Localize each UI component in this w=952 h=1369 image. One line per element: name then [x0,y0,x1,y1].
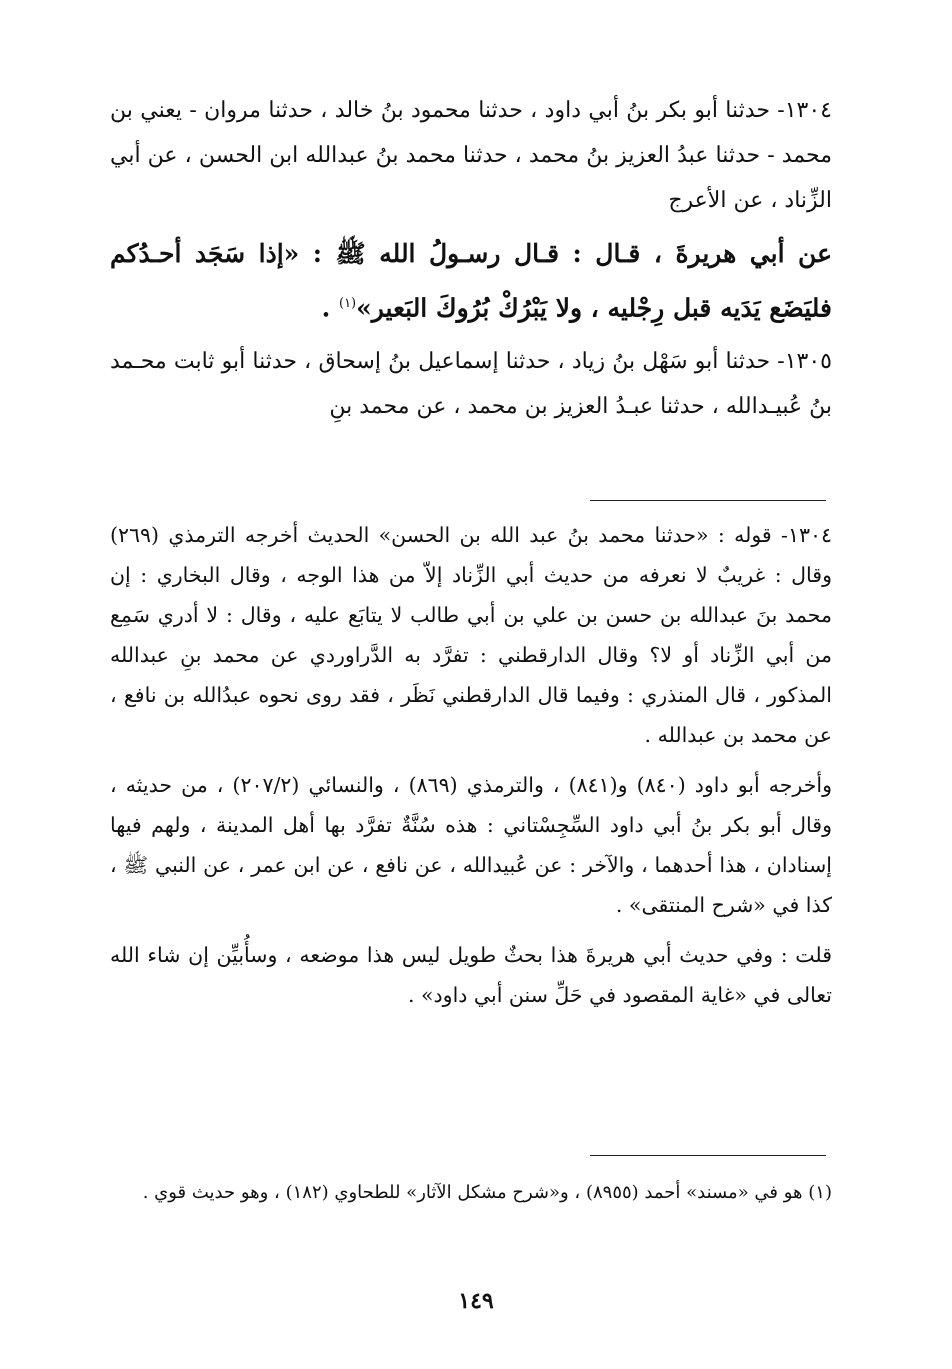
hadith-1304-isnad: ١٣٠٤- حدثنا أبو بكر بنُ أبي داود ، حدثنا محمود بنُ خالد ، حدثنا مروان - يعني بن محمد - حدثنا عبدُ العزيز بنُ محمد ، حدثنا محمد بنُ عبدالله ابن الحسن ، عن أبي الزِّناد ، عن الأعرج [110,98,832,213]
commentary-paragraph-1: ١٣٠٤- قوله : «حدثنا محمد بنُ عبد الله بن الحسن» الحديث أخرجه الترمذي (٢٦٩) وقال : غريبٌ لا نعرفه من حديث أبي الزِّناد إلاّ من هذا الوجه ، وقال البخاري : إن محمد بنَ عبدالله بن حسن بن علي بن أبي طالب لا يتابَع عليه ، وقال : لا أدري سَمِع من أبي الزِّناد أو لا؟ وقال الدارقطني : تفرَّد به الدَّراوردي عن محمد بنِ عبدالله المذكور ، قال المنذري : وفيما قال الدارقطني نَظَر ، فقد روى نحوه عبدُالله بن نافع ، عن محمد بن عبدالله . [110,523,832,747]
footnote-divider [590,1155,826,1156]
footnote-reference: (١) [338,296,357,311]
hadith-1304-matn-end: . [321,293,339,323]
commentary-section [110,515,832,1025]
hadith-1305-isnad: ١٣٠٥- حدثنا أبو سَهْل بنُ زياد ، حدثنا إسماعيل بنُ إسحاق ، حدثنا أبو ثابت محـمد بنُ عُبيـدالله ، حدثنا عبـدُ العزيز بن محمد ، عن محمد بنِ [110,349,832,420]
hadith-1304-matn-text: عن أبي هريرةَ ، قـال : قـال رسـولُ الله ﷺ : «إذا سَجَد أحـدُكم فليَضَع يَدَيه قبل رِجْليه ، ولا يَبْرُكْ بُرُوكَ البَعير» [110,239,832,323]
commentary-paragraph-2: وأخرجه أبو داود (٨٤٠) و(٨٤١) ، والترمذي (٨٦٩) ، والنسائي (٢٠٧/٢) ، من حديثه ، وقال أبو بكر بنُ أبي داود السِّجِسْتاني : هذه سُنَّةٌ تفرَّد بها أهل المدينة ، ولهم فيها إسنادان ، هذا أحدهما ، والآخر : عن عُبيدالله ، عن نافع ، عن ابن عمر ، عن النبي ﷺ ، كذا في «شرح المنتقى» . [110,773,832,917]
main-text [110,88,832,435]
page-number: ١٤٩ [458,1288,494,1314]
footnote: (١) هو في «مسند» أحمد (٨٩٥٥) ، و«شرح مشكل الآثار» للطحاوي (١٨٢) ، وهو حديث قوي . [142,1182,832,1203]
commentary-paragraph-3: قلت : وفي حديث أبي هريرةَ هذا بحثٌ طويل ليس هذا موضعه ، وسأُبيِّن إن شاء الله تعالى في «غاية المقصود في حَلِّ سنن أبي داود» . [110,943,832,1007]
main-divider [590,500,826,501]
hadith-1304-matn [110,229,832,333]
